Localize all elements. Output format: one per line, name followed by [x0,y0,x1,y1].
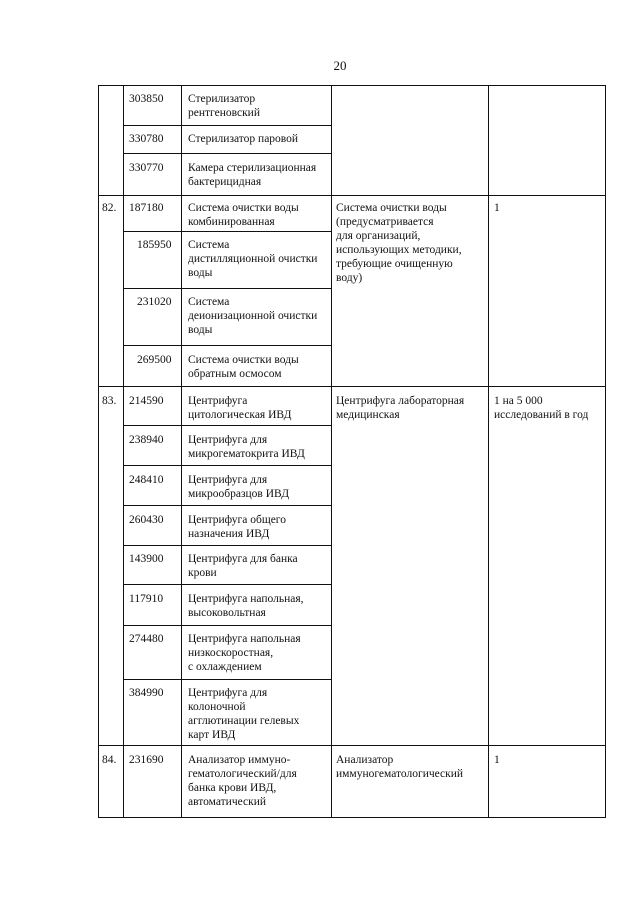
item-code: 274480 [129,633,164,645]
subrow-divider [123,679,332,680]
row-number: 84. [102,754,117,766]
subrow-divider [123,345,332,346]
row-divider [98,386,606,387]
subrow-divider [123,425,332,426]
item-code: 384990 [129,687,164,699]
item-code: 187180 [129,202,164,214]
subrow-divider [123,545,332,546]
subrow-divider [123,153,332,154]
item-name: Центрифуга напольная низкоскоростная, с охлаждением [188,633,301,673]
row-number: 83. [102,395,117,407]
equipment-type: Система очистки воды (предусматривается для организаций, использующих методики, требующие очищенную воду) [336,202,462,284]
item-name: Центрифуга для микрогематокрита ИВД [188,434,305,460]
subrow-divider [123,465,332,466]
item-code: 117910 [129,593,164,605]
row-number: 82. [102,202,117,214]
item-name: Центрифуга для колоночной агглютинации гелевых карт ИВД [188,687,300,741]
item-code: 231020 [137,296,172,308]
item-name: Система очистки воды комбинированная [188,202,299,228]
item-code: 214590 [129,395,164,407]
equipment-type: Анализатор иммуногематологический [336,754,464,780]
subrow-divider [123,288,332,289]
item-code: 143900 [129,553,164,565]
quantity: 1 [494,754,500,766]
item-name: Система дистилляционной очистки воды [188,239,318,279]
item-name: Центрифуга напольная, высоковольтная [188,593,304,619]
row-divider [98,745,606,746]
item-code: 330780 [129,133,164,145]
item-code: 185950 [137,239,172,251]
item-name: Анализатор иммуно- гематологический/для банка крови ИВД, автоматический [188,754,297,808]
subrow-divider [123,625,332,626]
table-border-top [98,85,606,86]
quantity: 1 [494,202,500,214]
quantity: 1 на 5 000 исследований в год [494,395,589,421]
subrow-divider [123,125,332,126]
item-name: Система деионизационной очистки воды [188,296,318,336]
item-code: 269500 [137,354,172,366]
item-code: 231690 [129,754,164,766]
item-name: Камера стерилизационная бактерицидная [188,162,317,188]
item-name: Стерилизатор рентгеновский [188,93,260,119]
item-name: Стерилизатор паровой [188,133,299,145]
item-name: Центрифуга общего назначения ИВД [188,514,286,540]
subrow-divider [123,231,332,232]
item-name: Центрифуга для микрообразцов ИВД [188,474,290,500]
item-name: Центрифуга цитологическая ИВД [188,395,292,421]
page-number: 20 [333,58,347,73]
subrow-divider [123,505,332,506]
item-code: 260430 [129,514,164,526]
item-code: 303850 [129,93,164,105]
subrow-divider [123,584,332,585]
item-code: 238940 [129,434,164,446]
item-code: 330770 [129,162,164,174]
table-border-bottom [98,817,606,818]
item-name: Система очистки воды обратным осмосом [188,354,299,380]
item-code: 248410 [129,474,164,486]
equipment-type: Центрифуга лабораторная медицинская [336,395,465,421]
row-divider [98,195,606,196]
item-name: Центрифуга для банка крови [188,553,298,579]
